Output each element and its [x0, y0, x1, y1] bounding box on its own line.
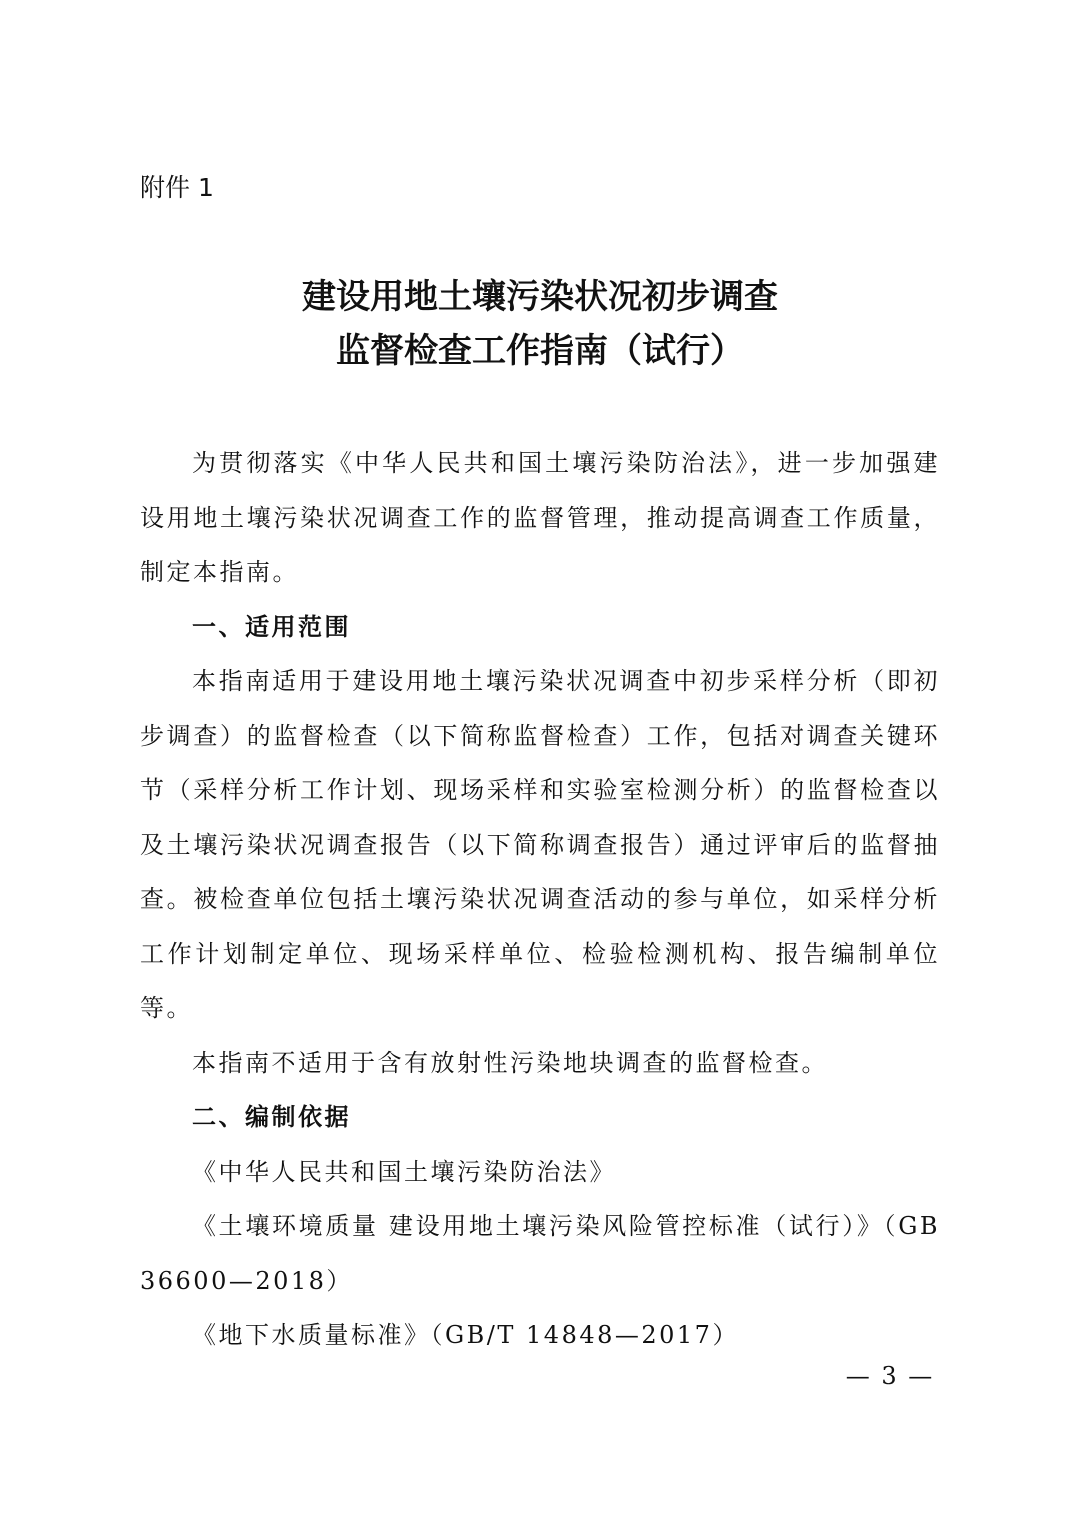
basis-item-soil-standard: 《土壤环境质量 建设用地土壤污染风险管控标准（试行）》（GB 36600—2018）: [140, 1212, 940, 1295]
document-title-line-1: 建设用地土壤污染状况初步调查: [302, 277, 778, 317]
document-title-line-2: 监督检查工作指南（试行）: [336, 331, 744, 371]
section-heading-basis: 二、编制依据: [192, 1103, 351, 1131]
section-heading-scope: 一、适用范围: [192, 612, 351, 641]
exclusion-paragraph: 本指南不适用于含有放射性污染地块调查的监督检查。: [192, 1048, 828, 1077]
attachment-label: 附件 1: [140, 173, 214, 202]
basis-item-law: 《中华人民共和国土壤污染防治法》: [192, 1157, 616, 1186]
intro-paragraph: 为贯彻落实《中华人民共和国土壤污染防治法》，进一步加强建设用地土壤污染状况调查工作的监督管理，推动提高调查工作质量，制定本指南。: [140, 449, 940, 586]
scope-paragraph: 本指南适用于建设用地土壤污染状况调查中初步采样分析（即初步调查）的监督检查（以下简称监督检查）工作，包括对调查关键环节（采样分析工作计划、现场采样和实验室检测分析）的监督检查以及土壤污染状况调查报告（以下简称调查报告）通过评审后的监督抽查。被检查单位包括土壤污染状况调查活动的参与单位，如采样分析工作计划制定单位、现场采样单位、检验检测机构、报告编制单位等。: [140, 667, 940, 1022]
page-number: — 3 —: [845, 1362, 935, 1390]
basis-item-groundwater-standard: 《地下水质量标准》（GB/T 14848—2017）: [192, 1321, 739, 1349]
document-body: [140, 436, 940, 1363]
